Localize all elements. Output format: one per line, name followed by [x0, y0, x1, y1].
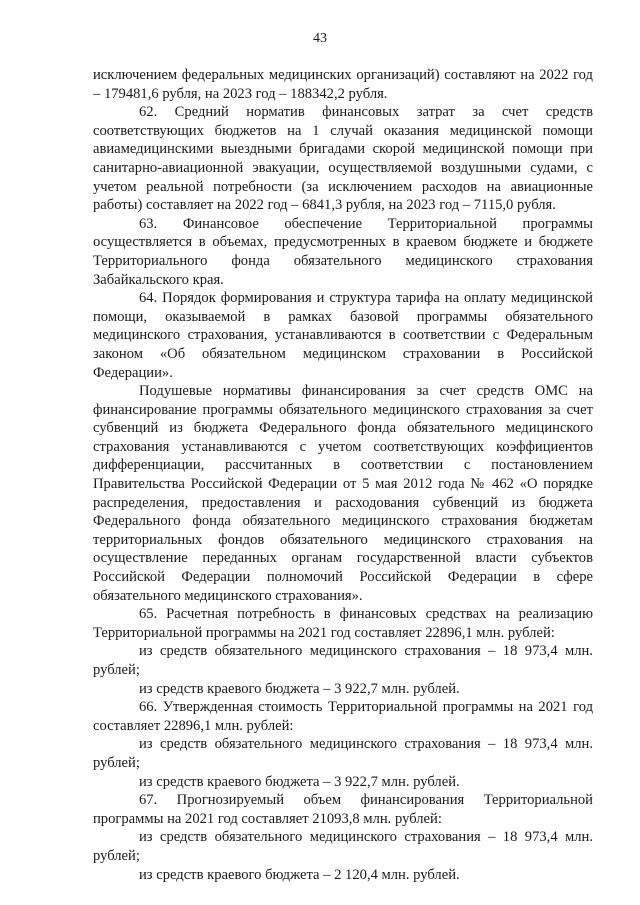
- paragraph-per-capita: Подушевые нормативы финансирования за счет средств ОМС на финансирование программы обязательного медицинского страхования за счет субвенций из бюджета Федерального фонда обязательного медицинского страхования устанавливаются с учетом соответствующих коэффициентов дифференциации, рассчитанных в соответствии с постановлением Правительства Российской Федерации от 5 мая 2012 года № 462 «О порядке распределения, предоставления и расходования субвенций из бюджета Федерального фонда обязательного медицинского страхования бюджетам территориальных фондов обязательного медицинского страхования на осуществление переданных органам государственной власти субъектов Российской Федерации полномочий Российской Федерации в сфере обязательного медицинского страхования».: [93, 383, 593, 604]
- paragraph-0: исключением федеральных медицинских организаций) составляют на 2022 год – 179481,6 рубля, на 2023 год – 188342,2 рубля.: [93, 67, 593, 102]
- paragraph-66-budget: из средств краевого бюджета – 3 922,7 млн. рублей.: [139, 773, 460, 790]
- paragraph-66: 66. Утвержденная стоимость Территориальной программы на 2021 год составляет 22896,1 млн. рублей:: [93, 699, 593, 734]
- paragraph-65-budget: из средств краевого бюджета – 3 922,7 млн. рублей.: [139, 680, 460, 697]
- paragraph-65: 65. Расчетная потребность в финансовых средствах на реализацию Территориальной программы на 2021 год составляет 22896,1 млн. рублей:: [93, 606, 593, 641]
- paragraph-62: 62. Средний норматив финансовых затрат за счет средств соответствующих бюджетов на 1 случай оказания медицинской помощи авиамедицинскими выездными бригадами скорой медицинской помощи при санитарно-авиационной эвакуации, осуществляемой воздушными судами, с учетом реальной потребности (за исключением расходов на авиационные работы) составляет на 2022 год – 6841,3 рубля, на 2023 год – 7115,0 рубля.: [93, 104, 593, 214]
- page-number: 43: [313, 31, 327, 46]
- paragraph-67: 67. Прогнозируемый объем финансирования Территориальной программы на 2021 год составляет 21093,8 млн. рублей:: [93, 792, 593, 827]
- paragraph-67-budget: из средств краевого бюджета – 2 120,4 млн. рублей.: [139, 866, 460, 883]
- paragraph-66-oms: из средств обязательного медицинского страхования – 18 973,4 млн. рублей;: [93, 736, 593, 771]
- paragraph-64: 64. Порядок формирования и структура тарифа на оплату медицинской помощи, оказываемой в рамках базовой программы обязательного медицинского страхования, устанавливаются в соответствии с Федеральным законом «Об обязательном медицинском страховании в Российской Федерации».: [93, 290, 593, 381]
- paragraph-67-oms: из средств обязательного медицинского страхования – 18 973,4 млн. рублей;: [93, 829, 593, 864]
- paragraph-65-oms: из средств обязательного медицинского страхования – 18 973,4 млн. рублей;: [93, 643, 593, 678]
- document-body: [93, 66, 593, 884]
- paragraph-63: 63. Финансовое обеспечение Территориальной программы осуществляется в объемах, предусмотренных в краевом бюджете и бюджете Территориального фонда обязательного медицинского страхования Забайкальского края.: [93, 215, 593, 288]
